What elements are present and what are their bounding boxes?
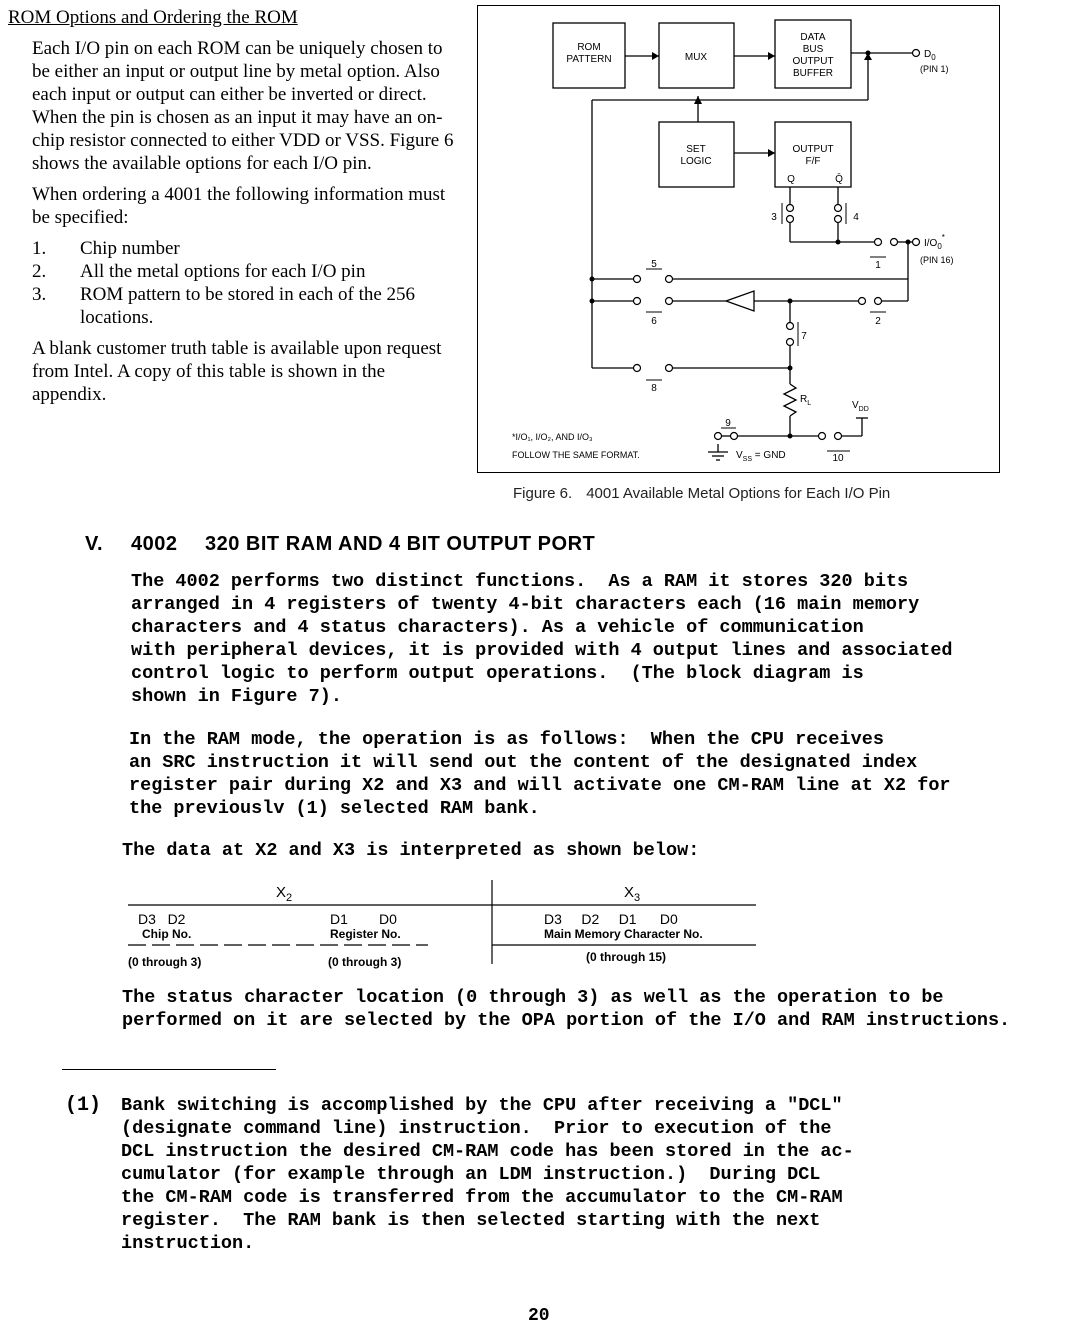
footnote-marker: (1) — [65, 1094, 102, 1117]
pin1-label: (PIN 1) — [920, 64, 949, 74]
footnote-text: Bank switching is accomplished by the CPU after receiving a "DCL" (designate command line) instruction. Prior to execution of the DCL instruction the desired CM-RAM code has been stored in the ac- cumulator (for example through an LDM instruction.) During DCL the CM-RAM code is transferred from the accumulator to the CM-RAM register. The RAM bank is then selected starting with the next instruction. — [121, 1095, 854, 1254]
figure-note-line-2: FOLLOW THE SAME FORMAT. — [512, 450, 640, 460]
rom-options-section — [8, 6, 463, 414]
register-range: (0 through 3) — [328, 955, 402, 969]
vdd-label: $V_{DD}$ — [852, 400, 869, 413]
footnote-divider — [62, 1069, 276, 1070]
register-number-label: Register No. — [330, 927, 401, 941]
option-5-label: 5 — [651, 259, 657, 270]
q-bar-label: Q̄ — [835, 174, 843, 185]
character-range: (0 through 15) — [586, 950, 666, 964]
ordering-list-item: 2. All the metal options for each I/O pin — [32, 261, 366, 282]
ram-mode-paragraph: In the RAM mode, the operation is as follows: When the CPU receives an SRC instruction it will send out the content of the designated index register pair during X2 and X3 and will activate one CM-RAM line at X2 for the previouslv (1) selected RAM bank. — [129, 729, 951, 819]
output-ff-label-1: OUTPUT — [792, 144, 834, 155]
status-character-paragraph: The status character location (0 through 3) as well as the operation to be performed on it are selected by the OPA portion of the I/O and RAM instructions. — [122, 987, 1011, 1031]
character-bits: D3 D2 D1 D0 — [544, 911, 678, 927]
bit-table-frame — [128, 878, 758, 973]
ordering-list — [8, 237, 463, 329]
data-interpretation-paragraph: The data at X2 and X3 is interpreted as shown below: — [122, 840, 700, 861]
d0-label: $D_0$ — [924, 49, 936, 62]
section-number: V. — [85, 533, 104, 555]
mux-label: MUX — [684, 52, 708, 63]
chip-bits: D3 D2 — [138, 911, 186, 927]
figure-caption-number: Figure 6. — [513, 485, 573, 502]
section-title: 320 BIT RAM AND 4 BIT OUTPUT PORT — [205, 533, 596, 555]
page-number: 20 — [528, 1306, 550, 1326]
option-3-label: 3 — [771, 212, 777, 223]
rom-pattern-label-2: PATTERN — [566, 54, 612, 65]
ram-functions-paragraph: The 4002 performs two distinct functions. As a RAM it stores 320 bits arranged in 4 registers of twenty 4-bit characters each (16 main memory characters and 4 status characters). As a vehicle of communication with peripheral devices, it is provided with 4 output lines and associated control logic to perform output operations. (The block diagram is shown in Figure 7). — [131, 571, 953, 707]
rom-pattern-label-1: ROM — [577, 42, 601, 53]
set-logic-label-2: LOGIC — [680, 156, 712, 167]
section-v-heading — [85, 533, 595, 556]
option-6-label: 6 — [651, 316, 657, 327]
chip-range: (0 through 3) — [128, 955, 202, 969]
x2-x3-bit-table — [128, 878, 758, 973]
register-bits: D1 D0 — [330, 911, 397, 927]
output-ff-label-2: F/F — [805, 156, 821, 167]
figure-note-line-1: *I/O₁, I/O₂, AND I/O₃ — [512, 432, 593, 442]
chip-number-label: Chip No. — [142, 927, 192, 941]
ordering-list-item: 3. ROM pattern to be stored in each of the 256 locations. — [32, 284, 416, 328]
rom-options-paragraph-1: Each I/O pin on each ROM can be uniquely chosen to be either an input or output line by metal option. Also each input or output can either be inverted or direct. When the pin is chosen as an input it may have an on-chip resistor connected to either VDD or VSS. Figure 6 shows the available options for each I/O pin. — [32, 38, 454, 174]
option-9-label: 9 — [725, 418, 731, 429]
option-8-label: 8 — [651, 383, 657, 394]
rl-label: $R_L$ — [800, 394, 812, 407]
data-bus-label-4: BUFFER — [793, 68, 833, 79]
figure-6-diagram — [477, 5, 1000, 473]
option-7-label: 7 — [801, 331, 807, 342]
set-logic-label-1: SET — [686, 144, 706, 155]
data-bus-label-3: OUTPUT — [792, 56, 834, 67]
option-4-label: 4 — [853, 212, 859, 223]
option-1-label: 1 — [875, 260, 881, 271]
x3-header: $X_3$ — [624, 884, 641, 904]
ordering-paragraph: When ordering a 4001 the following information must be specified: — [32, 184, 446, 228]
figure-6-caption — [513, 485, 890, 502]
vss-label: $V_{SS}$ = GND — [736, 450, 786, 463]
data-bus-label-1: DATA — [800, 32, 826, 43]
figure-caption-text: 4001 Available Metal Options for Each I/O Pin — [586, 485, 891, 502]
character-number-label: Main Memory Character No. — [544, 927, 703, 941]
section-chip-id: 4002 — [131, 533, 178, 555]
pin16-label: (PIN 16) — [920, 255, 954, 265]
rom-options-heading: ROM Options and Ordering the ROM — [8, 7, 298, 28]
option-2-label: 2 — [875, 316, 881, 327]
io0-label: $I/O_0^*$ — [924, 233, 945, 251]
metal-options-schematic — [478, 6, 1001, 474]
x2-header: $X_2$ — [276, 884, 293, 904]
option-10-label: 10 — [832, 453, 844, 464]
q-label: Q — [787, 174, 795, 185]
truth-table-paragraph: A blank customer truth table is available upon request from Intel. A copy of this table is shown in the appendix. — [32, 338, 442, 405]
data-bus-label-2: BUS — [802, 44, 824, 55]
ordering-list-item: 1. Chip number — [32, 238, 180, 259]
